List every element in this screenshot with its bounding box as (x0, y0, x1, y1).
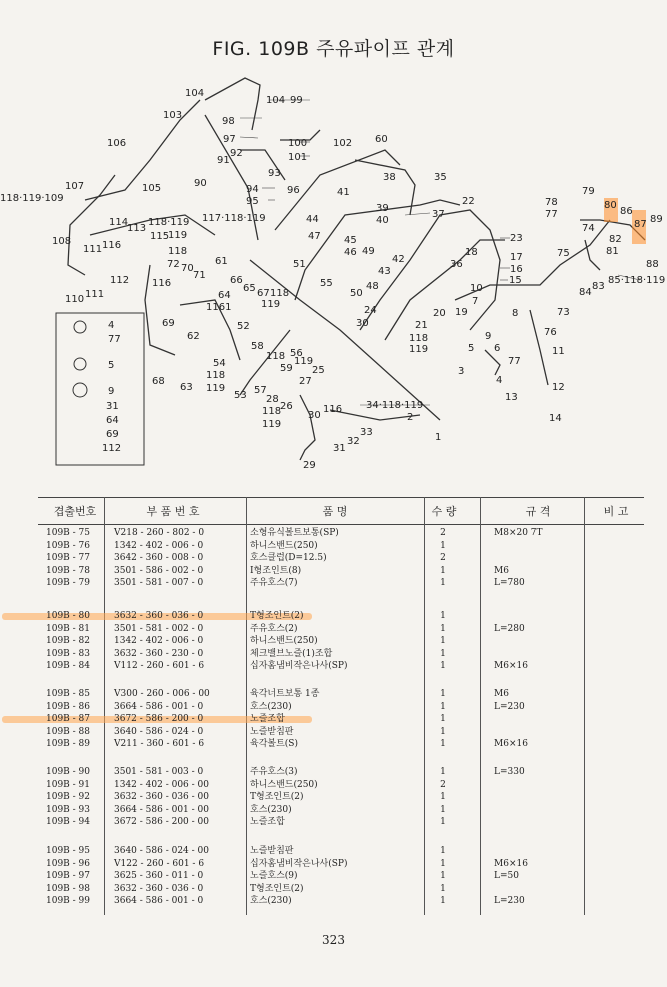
cell-name: 육각볼트(S) (250, 739, 298, 750)
table-row (38, 816, 644, 829)
cell-qty: 1 (440, 804, 446, 815)
part-label: 55 (320, 278, 333, 289)
part-label: 111 (85, 289, 105, 300)
part-label: 9 (108, 386, 115, 397)
cell-code: 109B - 81 (46, 623, 91, 634)
cell-code: 109B - 87 (46, 714, 91, 725)
cell-code: 109B - 80 (46, 611, 91, 621)
cell-code: 109B - 76 (46, 540, 91, 551)
part-label: 72 (167, 259, 180, 270)
part-label: 119 (168, 230, 188, 241)
table-row (38, 883, 644, 896)
cell-part: 3672 - 586 - 200 - 0 (114, 714, 204, 725)
cell-qty: 2 (440, 528, 446, 538)
part-label: 47 (308, 231, 321, 242)
cell-name: 십자홈냄비작은나사(SP) (250, 661, 348, 672)
part-label: 59 (280, 363, 293, 374)
part-label: 69 (106, 429, 119, 440)
cell-qty: 1 (440, 739, 446, 750)
cell-spec: M6 (494, 565, 509, 576)
part-label: 37 (432, 209, 445, 220)
cell-qty: 1 (440, 726, 446, 737)
part-label: 14 (549, 413, 562, 424)
part-label: 99 (290, 95, 303, 106)
cell-code: 109B - 95 (46, 846, 91, 856)
cell-part: 3640 - 586 - 024 - 00 (114, 846, 210, 856)
table-header (38, 497, 644, 525)
cell-spec: L=780 (494, 578, 525, 589)
part-label: 48 (366, 281, 379, 292)
cell-name: 노즐조합 (250, 817, 285, 828)
part-label: 5 (468, 343, 475, 354)
cell-spec: L=280 (494, 623, 525, 634)
part-label: 115 (150, 231, 170, 242)
part-label: 64 (106, 415, 119, 426)
cell-code: 109B - 94 (46, 817, 91, 828)
cell-part: 3664 - 586 - 001 - 00 (114, 804, 210, 815)
cell-qty: 1 (440, 701, 446, 712)
cell-qty: 1 (440, 714, 446, 725)
part-label: 34·118·119 (366, 400, 424, 411)
part-label: 116 (323, 404, 343, 415)
header-qty: 수 량 (431, 505, 457, 518)
cell-name: 노즐조합 (250, 714, 285, 725)
part-label: 97 (223, 134, 236, 145)
part-label: 119 (261, 299, 281, 310)
part-label: 13 (505, 392, 518, 403)
part-label: 43 (378, 266, 391, 277)
cell-spec: M8×20 7T (494, 528, 543, 538)
part-label: 118 (206, 370, 226, 381)
cell-code: 109B - 83 (46, 648, 91, 659)
cell-qty: 1 (440, 578, 446, 589)
cell-part: 3664 - 586 - 001 - 0 (114, 701, 204, 712)
part-label: 4 (108, 320, 115, 331)
part-label: 119 (294, 356, 314, 367)
part-label: 92 (230, 148, 243, 159)
part-label: 20 (433, 308, 446, 319)
cell-name: 호스(230) (250, 804, 292, 815)
part-label: 26 (280, 401, 293, 412)
table-row (38, 779, 644, 792)
part-label: 60 (375, 134, 388, 145)
table-row (38, 766, 644, 779)
cell-code: 109B - 79 (46, 578, 91, 589)
part-label: 62 (187, 331, 200, 342)
header-spec: 규 격 (525, 505, 551, 518)
cell-code: 109B - 89 (46, 739, 91, 750)
part-label: 45 (344, 235, 357, 246)
part-label: 28 (266, 394, 279, 405)
table-row (38, 610, 644, 623)
cell-name: T형조인트(2) (250, 883, 304, 894)
table-row (38, 701, 644, 714)
cell-name: 호스(230) (250, 701, 292, 712)
cell-qty: 1 (440, 648, 446, 659)
part-label: 49 (362, 246, 375, 257)
cell-spec: M6×16 (494, 858, 528, 869)
header-part: 부 품 번 호 (146, 505, 200, 518)
cell-qty: 1 (440, 540, 446, 551)
part-label: 21 (415, 320, 428, 331)
part-label: 118 (262, 406, 282, 417)
part-label: 104 (185, 88, 205, 99)
cell-qty: 1 (440, 846, 446, 856)
part-label: 118·119 (148, 217, 190, 228)
part-label: 53 (234, 390, 247, 401)
table-row (38, 895, 644, 908)
part-label: 111 (83, 244, 103, 255)
table-row (38, 870, 644, 883)
table-row-group (38, 766, 644, 829)
part-label: 102 (333, 138, 353, 149)
cell-code: 109B - 85 (46, 689, 91, 699)
cell-spec: L=50 (494, 871, 519, 882)
cell-part: 3632 - 360 - 036 - 00 (114, 792, 210, 803)
cell-code: 109B - 93 (46, 804, 91, 815)
table-row (38, 713, 644, 726)
part-label: 25 (312, 365, 325, 376)
part-label: 17 (510, 252, 523, 263)
cell-qty: 1 (440, 661, 446, 672)
part-label: 38 (383, 172, 396, 183)
cell-name: 하니스밴드(250) (250, 540, 318, 551)
part-label: 41 (337, 187, 350, 198)
part-label: 76 (544, 327, 557, 338)
cell-part: 3664 - 586 - 001 - 0 (114, 896, 204, 907)
table-row (38, 527, 644, 540)
cell-code: 109B - 82 (46, 636, 91, 647)
part-label: 106 (107, 138, 127, 149)
cell-code: 109B - 84 (46, 661, 91, 672)
cell-code: 109B - 91 (46, 779, 91, 790)
cell-qty: 1 (440, 623, 446, 634)
cell-name: 소형유식볼트보통(SP) (250, 528, 339, 538)
cell-code: 109B - 86 (46, 701, 91, 712)
cell-qty: 2 (440, 553, 446, 564)
cell-qty: 1 (440, 896, 446, 907)
cell-part: 1342 - 402 - 006 - 0 (114, 540, 204, 551)
part-label: 18 (465, 247, 478, 258)
cell-part: 3501 - 581 - 003 - 0 (114, 767, 204, 777)
table-row (38, 648, 644, 661)
part-label: 105 (142, 183, 162, 194)
cell-name: 육각너트보통 1종 (250, 689, 320, 699)
table-row (38, 858, 644, 871)
part-label: 32 (347, 436, 360, 447)
part-label: 77 (108, 334, 121, 345)
cell-qty: 1 (440, 883, 446, 894)
part-label: 73 (557, 307, 570, 318)
part-label: 71 (193, 270, 206, 281)
part-label: 91 (217, 155, 230, 166)
cell-qty: 1 (440, 767, 446, 777)
table-row (38, 688, 644, 701)
part-label: 118 (168, 246, 188, 257)
part-label: 33 (360, 427, 373, 438)
part-label: 36 (450, 259, 463, 270)
cell-code: 109B - 75 (46, 528, 91, 538)
part-label: 50 (350, 288, 363, 299)
part-label: 31 (106, 401, 119, 412)
part-label: 11 (552, 346, 565, 357)
part-label: 119 (409, 344, 429, 355)
cell-part: 1342 - 402 - 006 - 0 (114, 636, 204, 647)
part-label: 54 (213, 358, 226, 369)
cell-part: 3632 - 360 - 230 - 0 (114, 648, 204, 659)
part-label: 119 (206, 383, 226, 394)
part-label: 95 (246, 196, 259, 207)
cell-name: 주유호스(2) (250, 623, 298, 634)
part-label: 116 (152, 278, 172, 289)
cell-spec: L=230 (494, 701, 525, 712)
part-label: 101 (288, 152, 308, 163)
part-label: 100 (288, 138, 308, 149)
part-label: 74 (582, 223, 595, 234)
part-label: 118 (270, 288, 290, 299)
part-label: 9 (485, 331, 492, 342)
part-label: 27 (299, 376, 312, 387)
cell-qty: 1 (440, 817, 446, 828)
part-label: 57 (254, 385, 267, 396)
cell-name: I형조인트(8) (250, 565, 302, 576)
part-label: 23 (510, 233, 523, 244)
table-row (38, 660, 644, 673)
cell-qty: 1 (440, 636, 446, 647)
cell-spec: M6×16 (494, 661, 528, 672)
cell-part: 3625 - 360 - 011 - 0 (114, 871, 204, 882)
part-label: 86 (620, 206, 633, 217)
table-row (38, 845, 644, 858)
page-title: FIG. 109B 주유파이프 관계 (212, 38, 455, 60)
part-label: 24 (364, 305, 377, 316)
part-label: 35 (434, 172, 447, 183)
cell-part: 3501 - 586 - 002 - 0 (114, 565, 204, 576)
part-label: 61 (215, 256, 228, 267)
part-label: 78 (545, 197, 558, 208)
cell-part: V122 - 260 - 601 - 6 (114, 858, 205, 869)
part-label: 77 (545, 209, 558, 220)
part-label: 10 (470, 283, 483, 294)
cell-part: 3632 - 360 - 036 - 0 (114, 611, 204, 621)
header-name: 품 명 (322, 505, 348, 518)
cell-spec: L=330 (494, 767, 525, 777)
cell-qty: 1 (440, 689, 446, 699)
parts-diagram (0, 60, 667, 480)
cell-name: 하니스밴드(250) (250, 636, 318, 647)
table-row (38, 804, 644, 817)
cell-part: V112 - 260 - 601 - 6 (114, 661, 205, 672)
part-label: 82 (609, 234, 622, 245)
cell-name: 호스클럽(D=12.5) (250, 553, 327, 564)
part-label: 118 (409, 333, 429, 344)
header-code: 겹출번호 (53, 505, 97, 518)
cell-qty: 2 (440, 779, 446, 790)
cell-part: 3501 - 581 - 002 - 0 (114, 623, 204, 634)
cell-code: 109B - 77 (46, 553, 91, 564)
part-label: 116 (102, 240, 122, 251)
part-label: 65 (243, 283, 256, 294)
part-label: 118·119·109 (0, 193, 64, 204)
table-row-group (38, 610, 644, 673)
cell-name: 십자홈냄비작은나사(SP) (250, 858, 348, 869)
part-label: 56 (290, 348, 303, 359)
part-label: 39 (376, 203, 389, 214)
cell-name: 하니스밴드(250) (250, 779, 318, 790)
cell-part: 3640 - 586 - 024 - 0 (114, 726, 204, 737)
cell-code: 109B - 90 (46, 767, 91, 777)
part-label: 81 (606, 246, 619, 257)
cell-code: 109B - 98 (46, 883, 91, 894)
part-label: 3 (458, 366, 465, 377)
cell-spec: M6×16 (494, 739, 528, 750)
part-label: 58 (251, 341, 264, 352)
part-label: 84 (579, 287, 592, 298)
cell-code: 109B - 78 (46, 565, 91, 576)
part-label: 110 (65, 294, 85, 305)
part-label: 79 (582, 186, 595, 197)
part-label: 107 (65, 181, 85, 192)
cell-spec: L=230 (494, 896, 525, 907)
cell-part: V218 - 260 - 802 - 0 (114, 528, 205, 538)
cell-qty: 1 (440, 871, 446, 882)
part-label: 85·118·119 (608, 275, 666, 286)
part-label: 44 (306, 214, 319, 225)
part-label: 2 (407, 412, 414, 423)
part-label: 80 (604, 200, 617, 211)
part-label: 19 (455, 307, 468, 318)
cell-name: T형조인트(2) (250, 792, 304, 803)
cell-name: 노즐받침판 (250, 726, 294, 737)
table-row-group (38, 845, 644, 908)
part-label: 75 (557, 248, 570, 259)
part-label: 42 (392, 254, 405, 265)
part-label: 12 (552, 382, 565, 393)
cell-name: 호스(230) (250, 896, 292, 907)
part-label: 94 (246, 184, 259, 195)
table-row-group (38, 688, 644, 751)
cell-part: 3501 - 581 - 007 - 0 (114, 578, 204, 589)
part-label: 113 (127, 223, 147, 234)
part-label: 40 (376, 215, 389, 226)
cell-name: T형조인트(2) (250, 611, 304, 621)
cell-qty: 1 (440, 565, 446, 576)
cell-code: 109B - 92 (46, 792, 91, 803)
part-label: 1161 (206, 302, 232, 313)
cell-part: V300 - 260 - 006 - 00 (114, 689, 210, 699)
part-label: 15 (509, 275, 522, 286)
cell-code: 109B - 99 (46, 896, 91, 907)
table-row (38, 540, 644, 553)
cell-part: 3672 - 586 - 200 - 00 (114, 817, 210, 828)
cell-code: 109B - 88 (46, 726, 91, 737)
part-label: 112 (110, 275, 130, 286)
part-label: 31 (333, 443, 346, 454)
part-label: 117·118·119 (202, 213, 266, 224)
table-row (38, 577, 644, 590)
part-label: 5 (108, 360, 115, 371)
part-label: 114 (109, 217, 129, 228)
table-row (38, 791, 644, 804)
part-label: 46 (344, 247, 357, 258)
cell-part: 3632 - 360 - 036 - 0 (114, 883, 204, 894)
part-label: 69 (162, 318, 175, 329)
part-label: 30 (356, 318, 369, 329)
part-label: 112 (102, 443, 122, 454)
cell-qty: 1 (440, 792, 446, 803)
part-label: 30 (308, 410, 321, 421)
cell-name: 주유호스(3) (250, 767, 298, 777)
cell-code: 109B - 96 (46, 858, 91, 869)
part-label: 66 (230, 275, 243, 286)
part-label: 16 (510, 264, 523, 275)
part-label: 7 (472, 296, 479, 307)
part-label: 77 (508, 356, 521, 367)
cell-qty: 1 (440, 858, 446, 869)
cell-code: 109B - 97 (46, 871, 91, 882)
cell-part: 1342 - 402 - 006 - 00 (114, 779, 210, 790)
part-label: 63 (180, 382, 193, 393)
table-row (38, 726, 644, 739)
part-label: 8 (512, 308, 519, 319)
cell-name: 주유호스(7) (250, 578, 298, 589)
table-row-group (38, 527, 644, 590)
cell-qty: 1 (440, 611, 446, 621)
part-label: 87 (634, 219, 647, 230)
cell-part: V211 - 360 - 601 - 6 (114, 739, 205, 750)
diagram-part-labels (0, 88, 665, 471)
part-label: 104 (266, 95, 286, 106)
part-label: 103 (163, 110, 183, 121)
part-label: 98 (222, 116, 235, 127)
cell-name: 체크밸브노즐(1)조합 (250, 648, 333, 659)
part-label: 1 (435, 432, 442, 443)
part-label: 51 (293, 259, 306, 270)
part-label: 67 (257, 288, 270, 299)
table-row (38, 738, 644, 751)
part-label: 64 (218, 290, 231, 301)
table-row (38, 635, 644, 648)
part-label: 118 (266, 351, 286, 362)
page-number: 323 (322, 933, 345, 947)
part-label: 90 (194, 178, 207, 189)
part-label: 96 (287, 185, 300, 196)
cell-name: 노즐호스(9) (250, 871, 298, 882)
part-label: 29 (303, 460, 316, 471)
table-row (38, 623, 644, 636)
part-label: 4 (496, 375, 503, 386)
cell-name: 노즐받침판 (250, 846, 294, 856)
part-label: 88 (646, 259, 659, 270)
part-label: 6 (494, 343, 501, 354)
part-label: 70 (181, 263, 194, 274)
cell-part: 3642 - 360 - 008 - 0 (114, 553, 204, 564)
table-row (38, 565, 644, 578)
cell-spec: M6 (494, 689, 509, 699)
part-label: 119 (262, 419, 282, 430)
part-label: 68 (152, 376, 165, 387)
part-label: 83 (592, 281, 605, 292)
part-label: 22 (462, 196, 475, 207)
part-label: 89 (650, 214, 663, 225)
table-row (38, 552, 644, 565)
part-label: 108 (52, 236, 72, 247)
part-label: 93 (268, 168, 281, 179)
part-label: 52 (237, 321, 250, 332)
header-note: 비 고 (603, 505, 629, 518)
